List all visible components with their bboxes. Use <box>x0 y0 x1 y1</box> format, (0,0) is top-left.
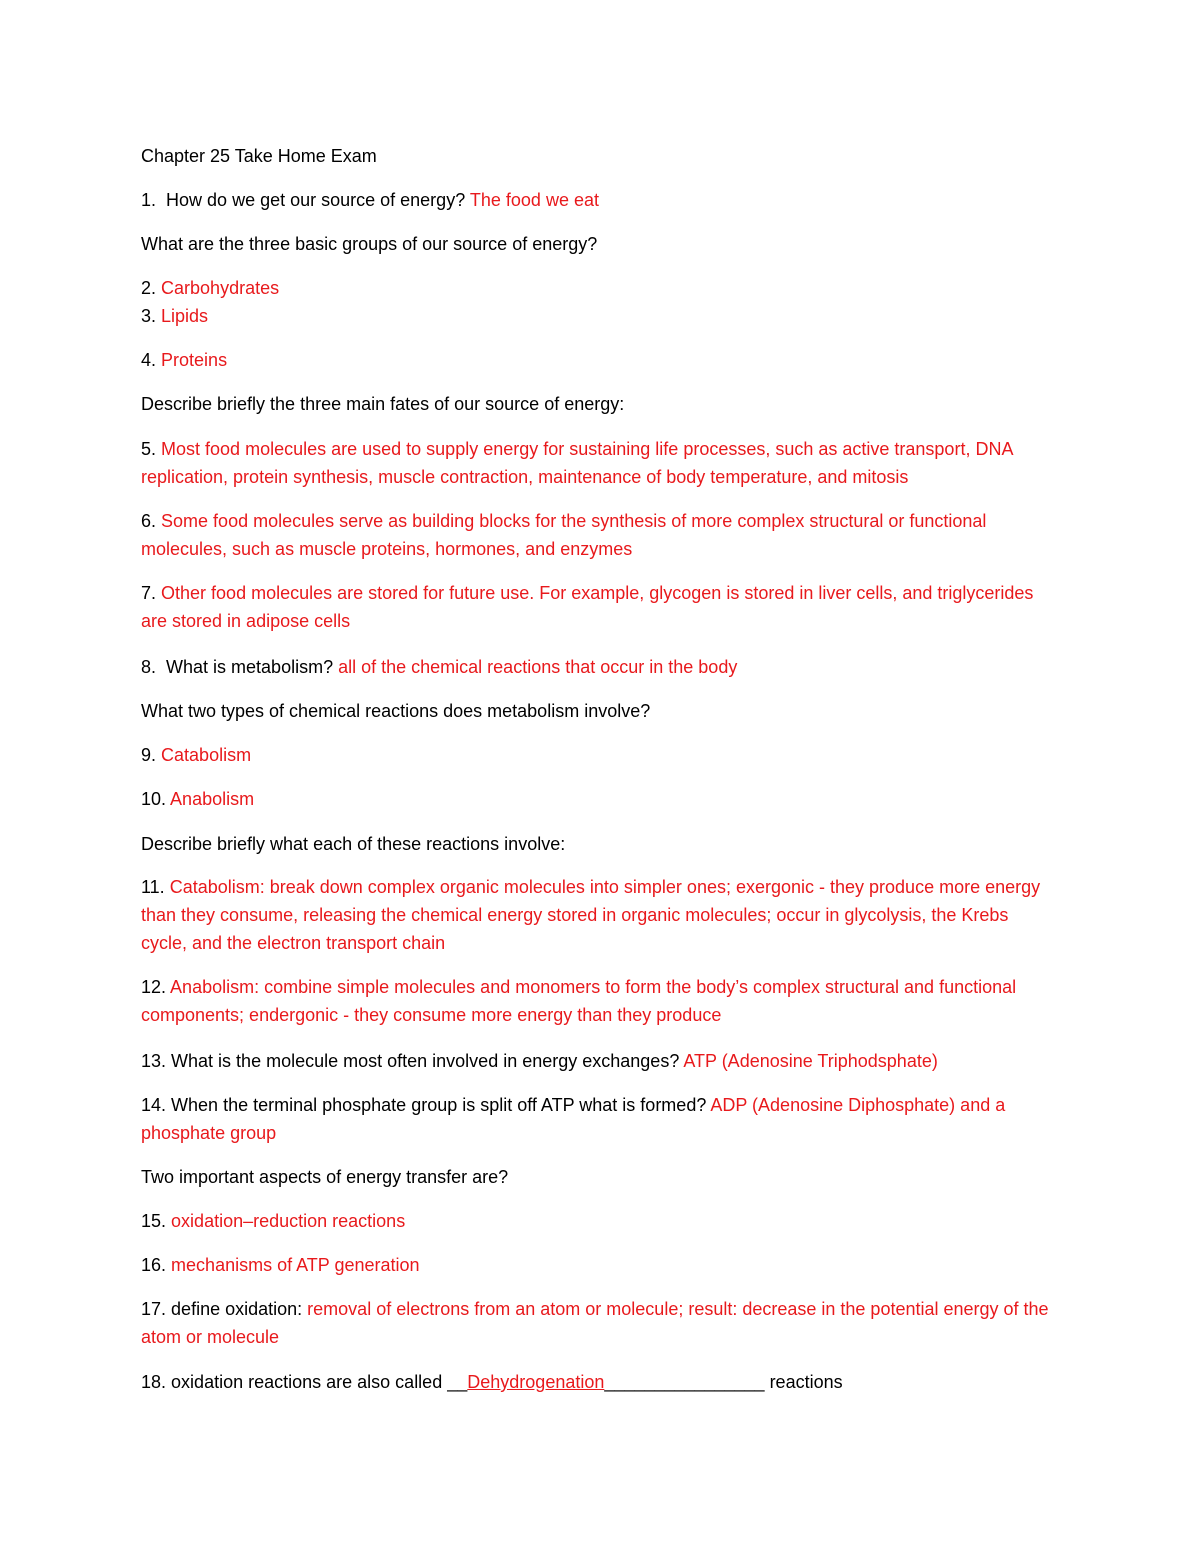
answer-text: oxidation–reduction reactions <box>171 1211 406 1231</box>
question-number: 16. <box>141 1255 167 1275</box>
prompt-reaction-types: What two types of chemical reactions does metabolism involve? <box>141 701 651 721</box>
answer-text: Lipids <box>161 306 209 326</box>
question-8 <box>141 653 1051 681</box>
question-text: How do we get our source of energy? <box>166 190 466 210</box>
question-12 <box>141 973 1051 1029</box>
question-15 <box>141 1207 1051 1235</box>
question-number: 14. <box>141 1095 167 1115</box>
question-number: 8. <box>141 657 157 677</box>
question-13 <box>141 1047 1051 1075</box>
question-number: 15. <box>141 1211 167 1231</box>
question-number: 1. <box>141 190 157 210</box>
answer-text: Most food molecules are used to supply energy for sustaining life processes, such as active transport, DNA replication, protein synthesis, muscle contraction, maintenance of body temperature, and mitosis <box>141 439 1013 487</box>
answer-text: ATP (Adenosine Triphodsphate) <box>683 1051 938 1071</box>
question-7 <box>141 579 1051 635</box>
question-number: 3. <box>141 306 157 326</box>
prompt-energy-transfer: Two important aspects of energy transfer are? <box>141 1167 509 1187</box>
question-number: 5. <box>141 439 157 459</box>
question-text-end: reactions <box>769 1372 843 1392</box>
answer-text: Anabolism <box>170 789 255 809</box>
question-1 <box>141 186 1051 214</box>
blank-leading: __ <box>447 1372 468 1392</box>
answer-text: ADP (Adenosine Diphosphate) and a phosphate group <box>141 1095 1006 1143</box>
question-number: 9. <box>141 745 157 765</box>
question-9 <box>141 741 1051 769</box>
answer-text: Catabolism: break down complex organic molecules into simpler ones; exergonic - they produce more energy than they consume, releasing the chemical energy stored in organic molecules; occur in glycolysis, the Krebs cycle, and the electron transport chain <box>141 877 1041 953</box>
question-text: define oxidation: <box>171 1299 303 1319</box>
question-text: What is metabolism? <box>166 657 334 677</box>
answer-text: all of the chemical reactions that occur in the body <box>338 657 738 677</box>
answer-text: Some food molecules serve as building blocks for the synthesis of more complex structural or functional molecules, such as muscle proteins, hormones, and enzymes <box>141 511 987 559</box>
question-17 <box>141 1295 1051 1351</box>
question-14 <box>141 1091 1051 1147</box>
answer-text: removal of electrons from an atom or molecule; result: decrease in the potential energy of the atom or molecule <box>141 1299 1049 1347</box>
answer-text: Proteins <box>161 350 228 370</box>
question-number: 12. <box>141 977 167 997</box>
question-number: 17. <box>141 1299 167 1319</box>
prompt-describe-reactions: Describe briefly what each of these reactions involve: <box>141 834 566 854</box>
question-number: 4. <box>141 350 157 370</box>
answer-text: Anabolism: combine simple molecules and monomers to form the body’s complex structural and functional components; endergonic - they consume more energy than they produce <box>141 977 1017 1025</box>
question-number: 2. <box>141 278 157 298</box>
prompt-energy-fates: Describe briefly the three main fates of our source of energy: <box>141 394 625 414</box>
fill-in-blank <box>447 1372 764 1392</box>
question-number: 18. <box>141 1372 167 1392</box>
blank-trailing: ________________ <box>604 1372 765 1392</box>
question-11 <box>141 873 1051 957</box>
answer-text: Other food molecules are stored for future use. For example, glycogen is stored in liver cells, and triglycerides are stored in adipose cells <box>141 583 1034 631</box>
answer-text: The food we eat <box>469 190 599 210</box>
answer-text: mechanisms of ATP generation <box>171 1255 420 1275</box>
question-text: What is the molecule most often involved in energy exchanges? <box>171 1051 680 1071</box>
question-3 <box>141 302 1051 330</box>
answer-text: Carbohydrates <box>161 278 280 298</box>
question-text: oxidation reactions are also called <box>171 1372 443 1392</box>
question-18 <box>141 1368 1051 1396</box>
answer-text: Dehydrogenation <box>467 1372 605 1392</box>
question-6 <box>141 507 1051 563</box>
question-number: 10. <box>141 789 167 809</box>
question-number: 13. <box>141 1051 167 1071</box>
question-number: 11. <box>141 877 165 897</box>
prompt-energy-groups: What are the three basic groups of our source of energy? <box>141 234 598 254</box>
answer-text: Catabolism <box>161 745 252 765</box>
question-4 <box>141 346 1051 374</box>
question-number: 6. <box>141 511 157 531</box>
question-10 <box>141 785 1051 813</box>
question-16 <box>141 1251 1051 1279</box>
page-title: Chapter 25 Take Home Exam <box>141 146 377 166</box>
question-2 <box>141 274 1051 302</box>
question-5 <box>141 435 1051 491</box>
question-number: 7. <box>141 583 157 603</box>
question-text: When the terminal phosphate group is split off ATP what is formed? <box>171 1095 707 1115</box>
